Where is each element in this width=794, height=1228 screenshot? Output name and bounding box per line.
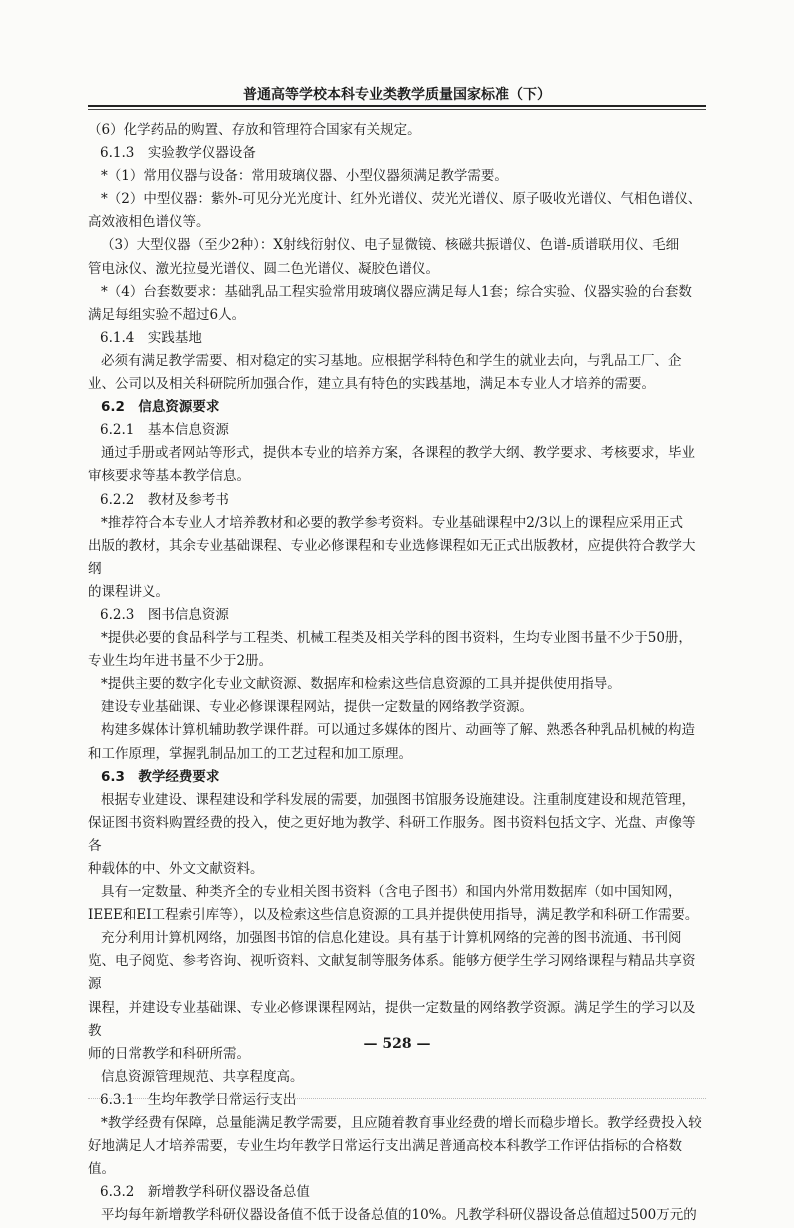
body-line: 通过手册或者网站等形式，提供本专业的培养方案，各课程的教学大纲、教学要求、考核要求，毕业 — [101, 445, 695, 462]
body-line: 的课程讲义。 — [88, 583, 169, 600]
body-line: 种载体的中、外文文献资料。 — [88, 861, 264, 877]
body-line: *提供主要的数字化专业文献资源、数据库和检索这些信息资源的工具并提供使用指导。 — [101, 676, 621, 693]
subsection-heading: 6.3.2 新增教学科研仪器设备总值 — [100, 1184, 310, 1201]
body-line: 平均每年新增教学科研仪器设备值不低于设备总值的10%。凡教学科研仪器设备总值超过500万元的 — [101, 1207, 697, 1224]
subsection-heading: 6.1.4 实践基地 — [100, 329, 202, 346]
body-line: *推荐符合本专业人才培养教材和必要的教学参考资料。专业基础课程中2/3以上的课程应采用正式 — [101, 514, 683, 531]
body-line: IEEE和EI工程索引库等），以及检索这些信息资源的工具并提供使用指导，满足教学和科研工作需要。 — [88, 907, 699, 924]
body-line: *（2）中型仪器：紫外-可见分光光度计、红外光谱仪、荧光光谱仪、原子吸收光谱仪、气相色谱仪、 — [101, 191, 702, 208]
section-heading: 6.2 信息资源要求 — [101, 399, 220, 416]
body-line: 保证图书资料购置经费的投入，使之更好地为教学、科研工作服务。图书资料包括文字、光盘、声像等各 — [88, 814, 696, 854]
body-line: 具有一定数量、种类齐全的专业相关图书资料（含电子图书）和国内外常用数据库（如中国知网， — [101, 884, 682, 901]
header-rule — [88, 105, 706, 107]
body-line: *教学经费有保障，总量能满足教学需要，且应随着教育事业经费的增长而稳步增长。教学经费投入较 — [101, 1115, 702, 1132]
body-line: 信息资源管理规范、共享程度高。 — [101, 1068, 304, 1085]
body-line: 览、电子阅览、参考咨询、视听资料、文献复制等服务体系。能够方便学生学习网络课程与精品共享资源 — [88, 953, 696, 993]
body-line: 满足每组实验不超过6人。 — [88, 306, 246, 323]
subsection-heading: 6.1.3 实验教学仪器设备 — [100, 145, 256, 162]
page-body — [88, 119, 706, 1228]
body-line: 必须有满足教学需要、相对稳定的实习基地。应根据学科特色和学生的就业去向，与乳品工厂、企 — [101, 352, 682, 369]
body-line: 和工作原理，掌握乳制品加工的工艺过程和加工原理。 — [88, 745, 412, 762]
section-heading: 6.3 教学经费要求 — [101, 768, 220, 785]
body-line: 管电泳仪、激光拉曼光谱仪、圆二色光谱仪、凝胶色谱仪。 — [88, 260, 439, 277]
body-line: *提供必要的食品科学与工程类、机械工程类及相关学科的图书资料，生均专业图书量不少于50册， — [101, 630, 692, 647]
running-header: 普通高等学校本科专业类教学质量国家标准（下） — [243, 87, 551, 103]
subsection-heading: 6.2.2 教材及参考书 — [100, 491, 229, 508]
body-line: 业、公司以及相关科研院所加强合作，建立具有特色的实践基地，满足本专业人才培养的需要。 — [88, 376, 655, 393]
body-line: 充分利用计算机网络，加强图书馆的信息化建设。具有基于计算机网络的完善的图书流通、书刊阅 — [101, 930, 682, 947]
body-line: *（1）常用仪器与设备：常用玻璃仪器、小型仪器须满足教学需要。 — [101, 168, 508, 185]
scan-artifact-line — [88, 1098, 706, 1099]
body-line: （6）化学药品的购置、存放和管理符合国家有关规定。 — [88, 122, 421, 138]
body-line: 好地满足人才培养需要，专业生均年教学日常运行支出满足普通高校本科教学工作评估指标的合格数值。 — [88, 1138, 682, 1178]
body-line: 根据专业建设、课程建设和学科发展的需要，加强图书馆服务设施建设。注重制度建设和规范管理， — [101, 791, 695, 808]
page-number: — 528 — — [363, 1036, 431, 1052]
body-line: 建设专业基础课、专业必修课课程网站，提供一定数量的网络教学资源。 — [101, 699, 533, 716]
body-line: 构建多媒体计算机辅助教学课件群。可以通过多媒体的图片、动画等了解、熟悉各种乳品机械的构造 — [101, 722, 695, 739]
subsection-heading: 6.3.1 生均年教学日常运行支出 — [100, 1091, 297, 1108]
body-line: *（4）台套数要求：基础乳品工程实验常用玻璃仪器应满足每人1套；综合实验、仪器实验的台套数 — [101, 283, 692, 300]
body-line: （3）大型仪器（至少2种）：X射线衍射仪、电子显微镜、核磁共振谱仪、色谱-质谱联用仪、毛细 — [101, 237, 680, 254]
body-line: 师的日常教学和科研所需。 — [88, 1045, 250, 1062]
body-line: 出版的教材，其余专业基础课程、专业必修课程和专业选修课程如无正式出版教材，应提供符合教学大纲 — [88, 537, 696, 577]
body-line: 审核要求等基本教学信息。 — [88, 468, 250, 485]
subsection-heading: 6.2.3 图书信息资源 — [100, 606, 229, 623]
header-rule-thin — [88, 109, 706, 110]
subsection-heading: 6.2.1 基本信息资源 — [100, 422, 229, 439]
body-line: 高效液相色谱仪等。 — [88, 214, 210, 231]
body-line: 课程，并建设专业基础课、专业必修课课程网站，提供一定数量的网络教学资源。满足学生的学习以及教 — [88, 999, 696, 1039]
body-line: 专业生均年进书量不少于2册。 — [88, 653, 273, 670]
